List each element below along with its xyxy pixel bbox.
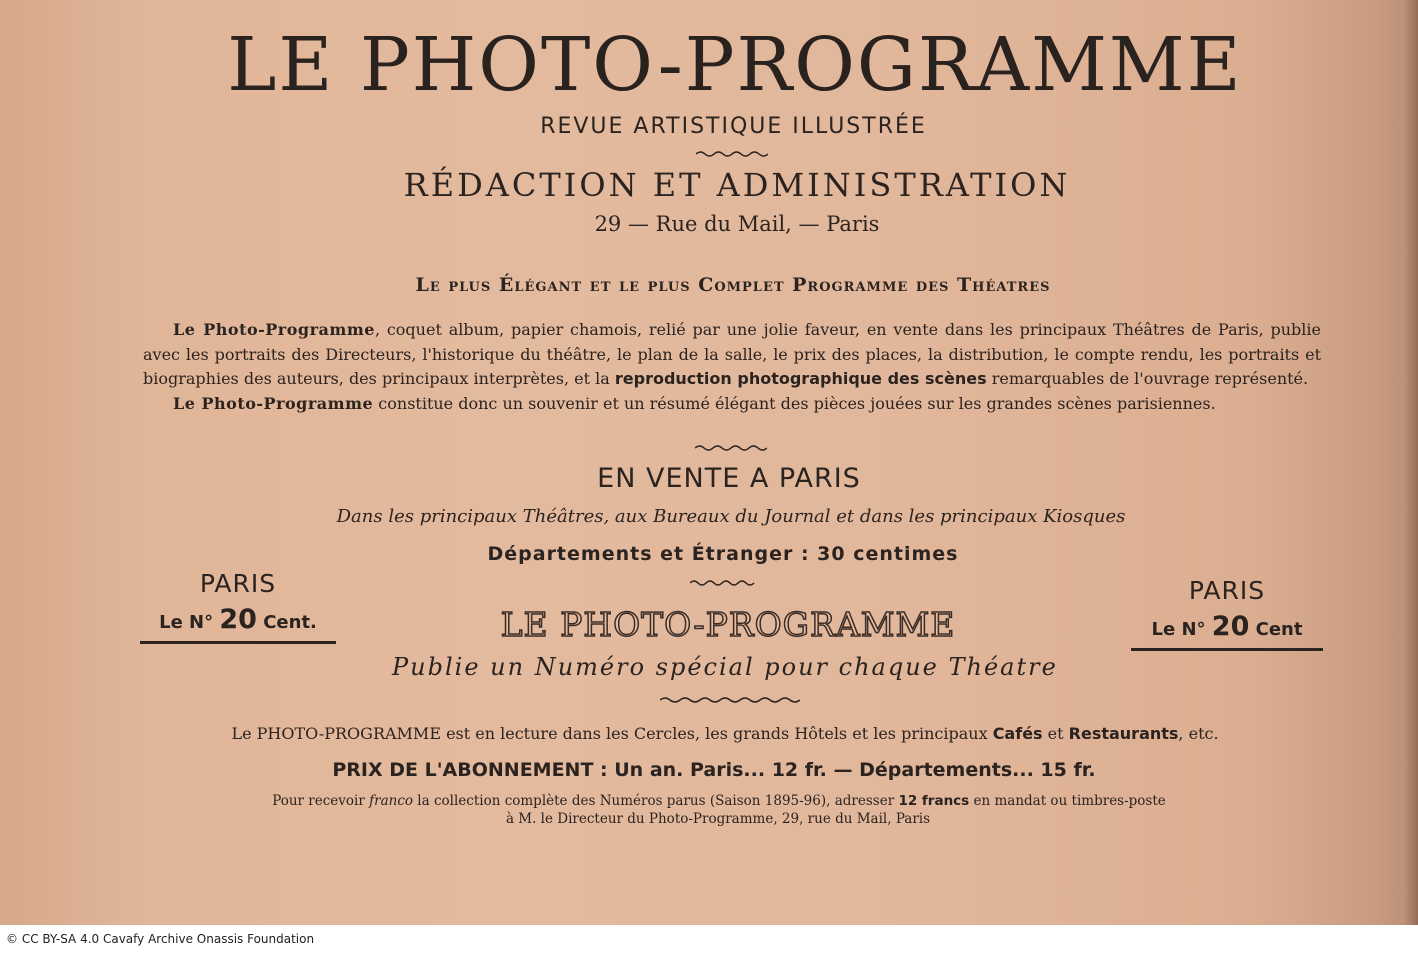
price-prefix: Le N° (1151, 619, 1212, 640)
ornament-rule-icon (690, 579, 756, 587)
sale-locations: Dans les principaux Théâtres, aux Bureaux du Journal et dans les principaux Kiosques (336, 506, 1126, 527)
collection-note (228, 793, 1210, 809)
description-paragraph-2 (143, 392, 1321, 417)
special-issue-title: LE PHOTO-PROGRAMME (500, 605, 956, 644)
description-paragraph-1 (143, 318, 1321, 392)
ornament-rule-icon (695, 444, 767, 452)
page-edge-shadow (1404, 0, 1418, 925)
tagline: Le plus Élégant et le plus Complet Programme des Théatres (415, 274, 1051, 296)
price-box-right (1131, 576, 1323, 651)
note-text-a: Pour recevoir (272, 793, 370, 809)
price-prefix: Le N° (159, 612, 220, 633)
description-text (143, 318, 1321, 416)
price-box-left (140, 569, 336, 644)
price-city: PARIS (199, 569, 277, 598)
reading-text-c: , etc. (1178, 724, 1219, 743)
price-underline (1131, 648, 1323, 651)
reading-locations (173, 724, 1277, 743)
special-issue-subtitle: Publie un Numéro spécial pour chaque Théatre (392, 653, 1058, 681)
note-text-c: en mandat ou timbres-poste (969, 793, 1166, 809)
note-text-b: la collection complète des Numéros parus (Saison 1895-96), adresser (413, 793, 899, 809)
departments-price: Départements et Étranger : 30 centimes (487, 543, 959, 565)
sale-heading: EN VENTE A PARIS (597, 463, 861, 494)
collection-note-address: à M. le Directeur du Photo-Programme, 29, rue du Mail, Paris (505, 811, 931, 827)
masthead-title: LE PHOTO-PROGRAMME (227, 22, 1243, 108)
reading-cafes: Cafés (992, 724, 1043, 743)
price-number (140, 604, 336, 635)
brand-name: Le Photo-Programme (173, 393, 374, 413)
reading-text-b: et (1042, 724, 1069, 743)
price-city: PARIS (1188, 576, 1266, 605)
price-number (1131, 611, 1323, 642)
reading-restaurants: Restaurants (1068, 724, 1179, 743)
note-franco: franco (369, 793, 414, 809)
price-unit: Cent. (256, 612, 317, 633)
masthead-subtitle: REVUE ARTISTIQUE ILLUSTRÉE (540, 114, 927, 139)
subscription-price: PRIX DE L'ABONNEMENT : Un an. Paris... 12 fr. — Départements... 15 fr. (332, 759, 1096, 781)
address-line: 29 — Rue du Mail, — Paris (594, 212, 880, 236)
note-amount: 12 francs (898, 793, 970, 809)
description-text-a: , coquet album, papier chamois, relié par une jolie faveur, en vente dans les principaux Théâtres de Paris, publie avec les portraits des Directeurs, l'historique du théâtre, le plan de la salle, le prix des places, la distribution, le compte rendu, les portraits et biographies des auteurs, des principaux interprètes, et la (143, 320, 1321, 389)
credit-line: © CC BY-SA 4.0 Cavafy Archive Onassis Foundation (6, 932, 315, 946)
ornament-rule-icon (660, 696, 800, 704)
description-text-b: remarquables de l'ouvrage représenté. (986, 369, 1309, 389)
price-underline (140, 641, 336, 644)
description-highlight: reproduction photographique des scènes (614, 369, 987, 389)
price-amount: 20 (219, 604, 257, 635)
price-amount: 20 (1211, 611, 1250, 642)
reading-text-a: Le PHOTO-PROGRAMME est en lecture dans les Cercles, les grands Hôtels et les principaux (231, 724, 993, 743)
brand-name: Le Photo-Programme (173, 320, 375, 339)
redaction-heading: RÉDACTION ET ADMINISTRATION (403, 166, 1071, 204)
description-text-c: constitue donc un souvenir et un résumé élégant des pièces jouées sur les grandes scènes parisiennes. (373, 393, 1216, 413)
price-unit: Cent (1249, 619, 1303, 640)
ornament-rule-icon (696, 150, 768, 158)
